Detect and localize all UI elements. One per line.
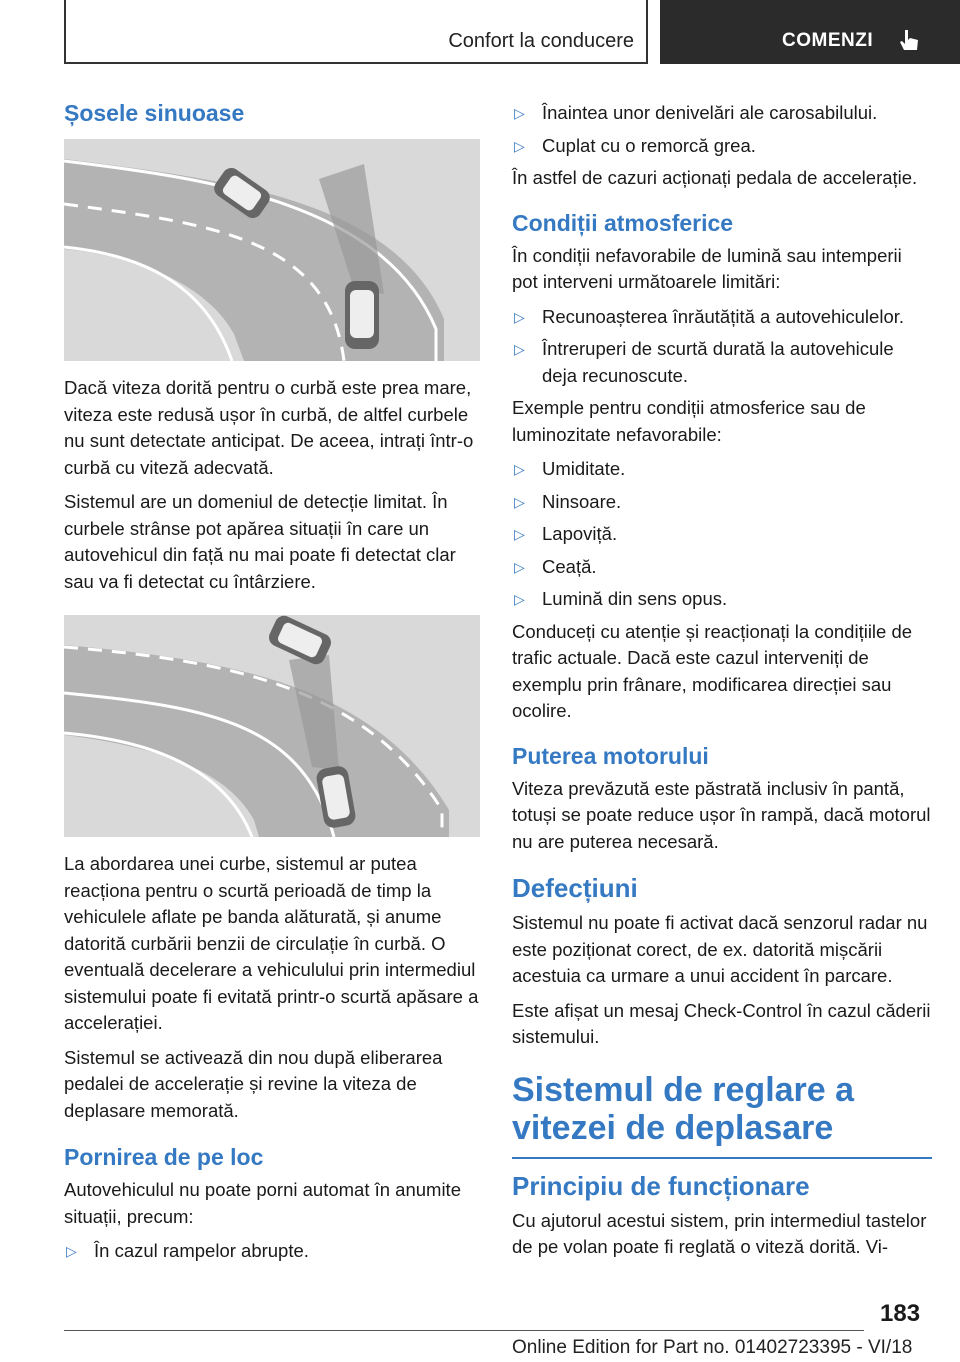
list-item: ▷ Întreruperi de scurtă durată la autovehicule deja recunoscute. xyxy=(514,338,894,386)
list-item: ▷ În cazul rampelor abrupte. xyxy=(64,1238,484,1265)
hand-pointer-icon xyxy=(896,26,924,54)
heading-principle: Principiu de funcționare xyxy=(512,1170,810,1201)
curve-illustration-2 xyxy=(64,615,480,837)
list xyxy=(512,304,932,390)
paragraph: În astfel de cazuri acționați pedala de accelerație. xyxy=(512,167,918,188)
triangle-bullet-icon: ▷ xyxy=(514,591,525,607)
paragraph: În condiții nefavorabile de lumină sau intemperii pot interveni următoarele limitări: xyxy=(512,244,902,292)
triangle-bullet-icon: ▷ xyxy=(514,493,525,510)
paragraph: La abordarea unei curbe, sistemul ar putea reacționa pentru o scurtă perioadă de timp la vehiculele aflate pe banda alăturată, și anume datorită curbării benzii de circulație în curbă. O eventuală decelerare a vehiculului prin intermediul sistemului poate fi evitată printr-o scurtă apăsare a accelerației. xyxy=(64,853,479,1033)
list-item: ▷ Ceață. xyxy=(512,554,932,581)
list-item: ▷ Umiditate. xyxy=(512,456,932,483)
paragraph: Dacă viteza dorită pentru o curbă este prea mare, viteza este redusă ușor în curbă, de altfel curbele nu sunt detectate anticipat. De aceea, intrați într-o curbă cu viteză adecvată. xyxy=(64,377,474,478)
list-item: ▷ Recunoașterea înrăutățită a autovehiculelor. xyxy=(512,304,932,331)
triangle-bullet-icon: ▷ xyxy=(514,341,525,357)
paragraph: Sistemul nu poate fi activat dacă senzorul radar nu este poziționat corect, de ex. datorită mișcării acestuia ca urmare a unui accident în parcare. xyxy=(512,912,928,986)
footer-edition: Online Edition for Part no. 01402723395 - VI/18 xyxy=(512,1337,913,1358)
triangle-bullet-icon: ▷ xyxy=(514,105,525,121)
section-title: Confort la conducere xyxy=(448,30,634,52)
paragraph: Este afișat un mesaj Check-Control în cazul căderii sistemului. xyxy=(512,999,931,1047)
chapter-tab[interactable] xyxy=(660,0,960,64)
heading-weather: Condiții atmosferice xyxy=(512,209,734,236)
right-column xyxy=(512,100,932,1269)
paragraph: Cu ajutorul acestui sistem, prin intermediul tastelor de pe volan poate fi reglată o viteză dorită. Vi- xyxy=(512,1209,927,1257)
chapter-tab-label: COMENZI xyxy=(782,30,874,51)
paragraph: Sistemul are un domeniul de detecție limitat. În curbele strânse pot apărea situații în care un autovehicul din față nu mai poate fi detectat clar sau va fi detectat cu întârziere. xyxy=(64,491,456,592)
paragraph: Conduceți cu atenție și reacționați la condițiile de trafic actuale. Dacă este cazul interveniți de exemplu prin frânare, modificarea direcției sau ocolire. xyxy=(512,620,913,721)
triangle-bullet-icon: ▷ xyxy=(66,1243,77,1259)
list-item: ▷ Înaintea unor denivelări ale carosabilului. xyxy=(512,100,932,127)
car-icon xyxy=(345,281,379,349)
left-column xyxy=(64,100,484,1271)
paragraph: Autovehiculul nu poate porni automat în anumite situații, precum: xyxy=(64,1179,461,1227)
heading-engine: Puterea motorului xyxy=(512,742,709,769)
triangle-bullet-icon: ▷ xyxy=(514,137,525,154)
heading-curves: Șosele sinuoase xyxy=(64,100,245,126)
paragraph: Viteza prevăzută este păstrată inclusiv în pantă, totuși se poate reduce ușor în rampă, dacă motorul nu are puterea necesară. xyxy=(512,777,931,852)
list-item: ▷ Lumină din sens opus. xyxy=(512,586,932,613)
list xyxy=(512,100,932,159)
paragraph: Exemple pentru condiții atmosferice sau de luminozitate nefavorabile: xyxy=(512,397,866,445)
list xyxy=(512,456,932,613)
page-number: 183 xyxy=(880,1300,921,1327)
heading-cruise-control: Sistemul de reglare a vitezei de deplasare xyxy=(512,1071,932,1159)
header-section-box xyxy=(64,0,648,64)
footer-divider xyxy=(64,1330,864,1331)
triangle-bullet-icon: ▷ xyxy=(514,461,525,477)
triangle-bullet-icon: ▷ xyxy=(514,526,525,542)
triangle-bullet-icon: ▷ xyxy=(514,558,525,575)
list-item: ▷ Lapoviță. xyxy=(512,521,932,548)
paragraph: Sistemul se activează din nou după eliberarea pedalei de accelerație și revine la viteza de deplasare memorată. xyxy=(64,1046,443,1121)
list-item: ▷ Cuplat cu o remorcă grea. xyxy=(512,133,932,160)
curve-illustration-1 xyxy=(64,139,480,361)
triangle-bullet-icon: ▷ xyxy=(514,308,525,325)
list xyxy=(64,1238,484,1265)
list-item: ▷ Ninsoare. xyxy=(512,489,932,516)
heading-start: Pornirea de pe loc xyxy=(64,1144,264,1170)
heading-faults: Defecțiuni xyxy=(512,873,638,903)
